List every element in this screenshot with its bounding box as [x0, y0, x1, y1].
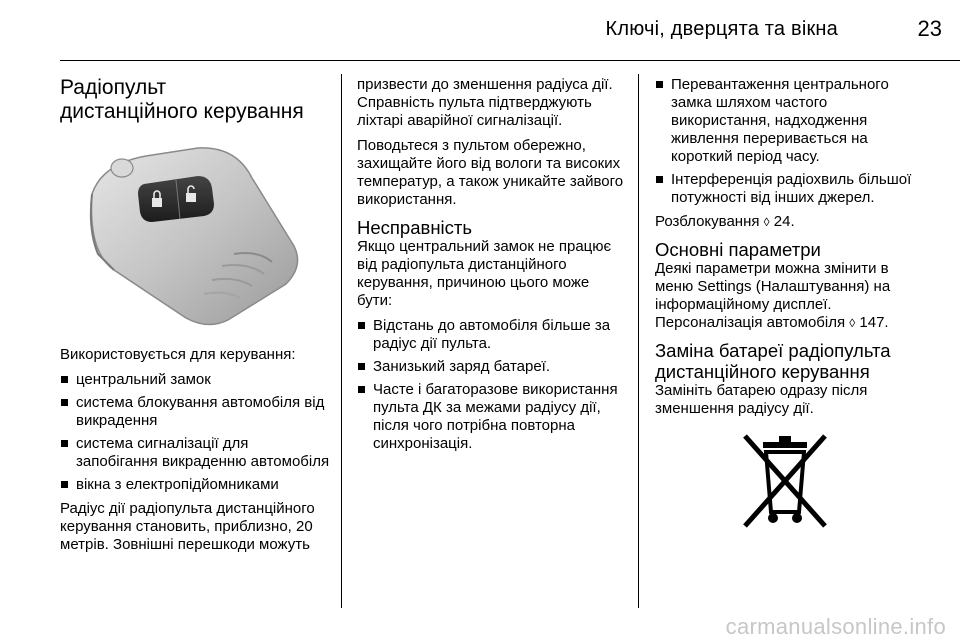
- column-3: [655, 76, 917, 530]
- column-divider-1: [341, 74, 342, 608]
- range-paragraph: Радіус дії радіопульта дистанційного керування становить, приблизно, 20 метрів. Зовнішні перешкоди можуть: [60, 500, 315, 553]
- battery-paragraph: Замініть батарею одразу після зменшення радіусу дії.: [655, 382, 868, 417]
- list-item: Часте і багаторазове використання пульта ДК за межами радіусу дії, після чого потрібна повторна синхронізація.: [357, 381, 625, 453]
- watermark-text: carmanualsonline.info: [725, 614, 946, 639]
- reference-link[interactable]: 147.: [859, 314, 889, 331]
- reference-text: Розблокування: [655, 213, 760, 230]
- column-2: [357, 76, 625, 459]
- range-continued-paragraph: призвести до зменшення радіуса дії. Справність пульта підтверджують ліхтарі аварійної сигналізації.: [357, 76, 613, 129]
- heading-line: дистанційного керування: [655, 361, 870, 382]
- fault-list: [357, 317, 625, 453]
- page-ref-arrow-icon: ◊: [763, 215, 770, 229]
- reference-link[interactable]: 24.: [773, 213, 795, 230]
- heading-line: Радіопульт: [60, 76, 167, 99]
- remote-key-illustration: [58, 134, 326, 334]
- section-heading-remote: [60, 76, 330, 124]
- header-title: Ключі, дверцята та вікна: [605, 18, 838, 40]
- settings-paragraph: [655, 260, 917, 332]
- settings-text: Деякі параметри можна змінити в меню Settings (Налаштування) на інформаційному дисплеї. Персоналізація автомобіля: [655, 260, 891, 331]
- list-item: система сигналізації для запобігання викраденню автомобіля: [60, 435, 330, 471]
- section-heading-settings: Основні параметри: [655, 239, 821, 260]
- heading-line: дистанційного керування: [60, 100, 304, 123]
- crossed-out-bin-icon: [733, 432, 837, 530]
- fault-intro: Якщо центральний замок не працює від радіопульта дистанційного керування, причиною цього може бути:: [357, 238, 612, 309]
- unlock-reference: [655, 213, 917, 231]
- column-divider-2: [638, 74, 639, 608]
- fault-list-continued: [655, 76, 917, 207]
- header-divider: [60, 60, 960, 61]
- list-item: Інтерференція радіохвиль більшої потужності від інших джерел.: [655, 171, 917, 207]
- uses-intro: Використовується для керування:: [60, 346, 296, 363]
- page-ref-arrow-icon: ◊: [849, 316, 856, 330]
- section-heading-battery: [655, 340, 917, 382]
- list-item: вікна з електропідйомниками: [60, 476, 330, 494]
- list-item: Занизький заряд батареї.: [357, 358, 625, 376]
- heading-line: Заміна батареї радіопульта: [655, 340, 891, 361]
- list-item: центральний замок: [60, 371, 330, 389]
- section-heading-fault: Несправність: [357, 217, 473, 238]
- list-item: Відстань до автомобіля більше за радіус дії пульта.: [357, 317, 625, 353]
- care-paragraph: Поводьтеся з пультом обережно, захищайте його від вологи та високих температур, а також уникайте зайвого використання.: [357, 137, 624, 208]
- list-item: Перевантаження центрального замка шляхом частого використання, надходження живлення переривається на короткий період часу.: [655, 76, 917, 166]
- column-1: [60, 76, 330, 561]
- list-item: система блокування автомобіля від викрадення: [60, 394, 330, 430]
- page-number: 23: [917, 16, 942, 41]
- uses-list: [60, 371, 330, 494]
